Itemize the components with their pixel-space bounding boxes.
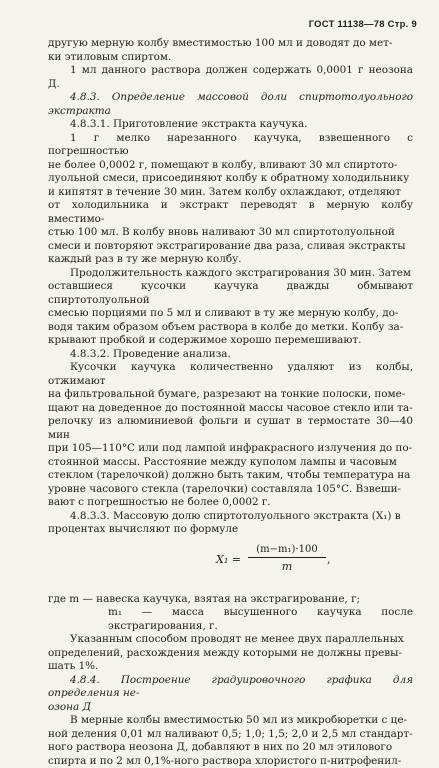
- text-line: крывают пробкой и содержимое хорошо перемешивают.: [48, 334, 413, 348]
- text-line: Указанным способом проводят не менее двух параллельных: [48, 633, 413, 647]
- text-line: определений, расхождения между которыми не должны превы-: [48, 647, 413, 661]
- text-line: ки этиловым спиртом.: [48, 51, 413, 65]
- formula-fraction: [248, 543, 326, 574]
- text-line: на фильтровальной бумаге, разрезают на тонкие полоски, поме-: [48, 388, 413, 402]
- subsection-heading: 4.8.3.2. Проведение анализа.: [48, 348, 413, 362]
- text-line: не более 0,0002 г, помещают в колбу, вливают 30 мл спиртото-: [48, 159, 413, 173]
- text-line: стью 100 мл. В колбу вновь наливают 30 мл спиртотолуольной: [48, 226, 413, 240]
- subsection-heading: 4.8.3.1. Приготовление экстракта каучука.: [48, 118, 413, 132]
- formula-lhs: X₁ =: [216, 553, 241, 567]
- formula-trail: ,: [327, 553, 331, 567]
- formula-numerator: (m−m₁)·100: [248, 543, 326, 559]
- section-heading: 4.8.3. Определение массовой доли спиртотолуольного экстракта: [48, 91, 413, 118]
- text-line: каждый раз в ту же мерную колбу.: [48, 253, 413, 267]
- text-line: шать 1%.: [48, 660, 413, 674]
- text-line: m₁ — масса высушенного каучука после экстрагирования, г.: [48, 606, 413, 633]
- document-body: [48, 37, 413, 768]
- text-line: ного раствора неозона Д, добавляют в них по 20 мл этилового: [48, 741, 413, 755]
- text-line: другую мерную колбу вместимостью 100 мл и доводят до мет-: [48, 37, 413, 51]
- formula-denominator: m: [248, 558, 326, 574]
- text-line: Кусочки каучука количественно удаляют из колбы, отжимают: [48, 361, 413, 388]
- text-line: стоянной массы. Расстояние между куполом лампы и часовым: [48, 456, 413, 470]
- text-line: водя таким образом объем раствора в колбе до метки. Колбу за-: [48, 321, 413, 335]
- text-line: и кипятят в течение 30 мин. Затем колбу охлаждают, отделяют: [48, 186, 413, 200]
- text-line: ной деления 0,01 мл наливают 0,5; 1,0; 1,5; 2,0 и 2,5 мл стандарт-: [48, 728, 413, 742]
- text-line: щают на доведенное до постоянной массы часовое стекло или та-: [48, 402, 413, 416]
- text-line: 4.8.3.3. Массовую долю спиртотолуольного экстракта (X₁) в: [48, 510, 413, 524]
- section-heading: 4.8.4. Построение градуировочного графика для определения не-: [48, 674, 413, 701]
- section-heading: озона Д: [48, 701, 413, 715]
- text-line: при 105—110°С или под лампой инфракрасного излучения до по-: [48, 442, 413, 456]
- text-line: оставшиеся кусочки каучука дважды обмывают спиртотолуольной: [48, 280, 413, 307]
- text-line: спирта и по 2 мл 0,1%-ного раствора хлористого п-нитрофенил-: [48, 755, 413, 768]
- text-line: вают с погрешностью не более 0,0002 г.: [48, 496, 413, 510]
- text-line: В мерные колбы вместимостью 50 мл из микробюретки с це-: [48, 714, 413, 728]
- text-line: смеси и повторяют экстрагирование два раза, сливая экстракты: [48, 240, 413, 254]
- text-line: Продолжительность каждого экстрагирования 30 мин. Затем: [48, 267, 413, 281]
- text-line: луольной смеси, присоединяют колбу к обратному холодильнику: [48, 172, 413, 186]
- text-line: 1 мл данного раствора должен содержать 0,0001 г неозона Д.: [48, 64, 413, 91]
- text-line: процентах вычисляют по формуле: [48, 523, 413, 537]
- text-line: 1 г мелко нарезанного каучука, взвешенного с погрешностью: [48, 132, 413, 159]
- text-line: уровне часового стекла (тарелочки) составляла 105°С. Взвеши-: [48, 483, 413, 497]
- text-line: где m — навеска каучука, взятая на экстрагирование, г;: [48, 593, 413, 607]
- text-line: смесью порциями по 5 мл и сливают в ту же мерную колбу, до-: [48, 307, 413, 321]
- formula: [48, 543, 413, 587]
- text-line: релочку из алюминиевой фольги и сушат в термостате 30—40 мин: [48, 415, 413, 442]
- text-line: стеклом (тарелочкой) должно быть таким, чтобы температура на: [48, 469, 413, 483]
- text-line: от холодильника и экстракт переводят в мерную колбу вместимо-: [48, 199, 413, 226]
- page-header: ГОСТ 11138—78 Стр. 9: [48, 18, 417, 31]
